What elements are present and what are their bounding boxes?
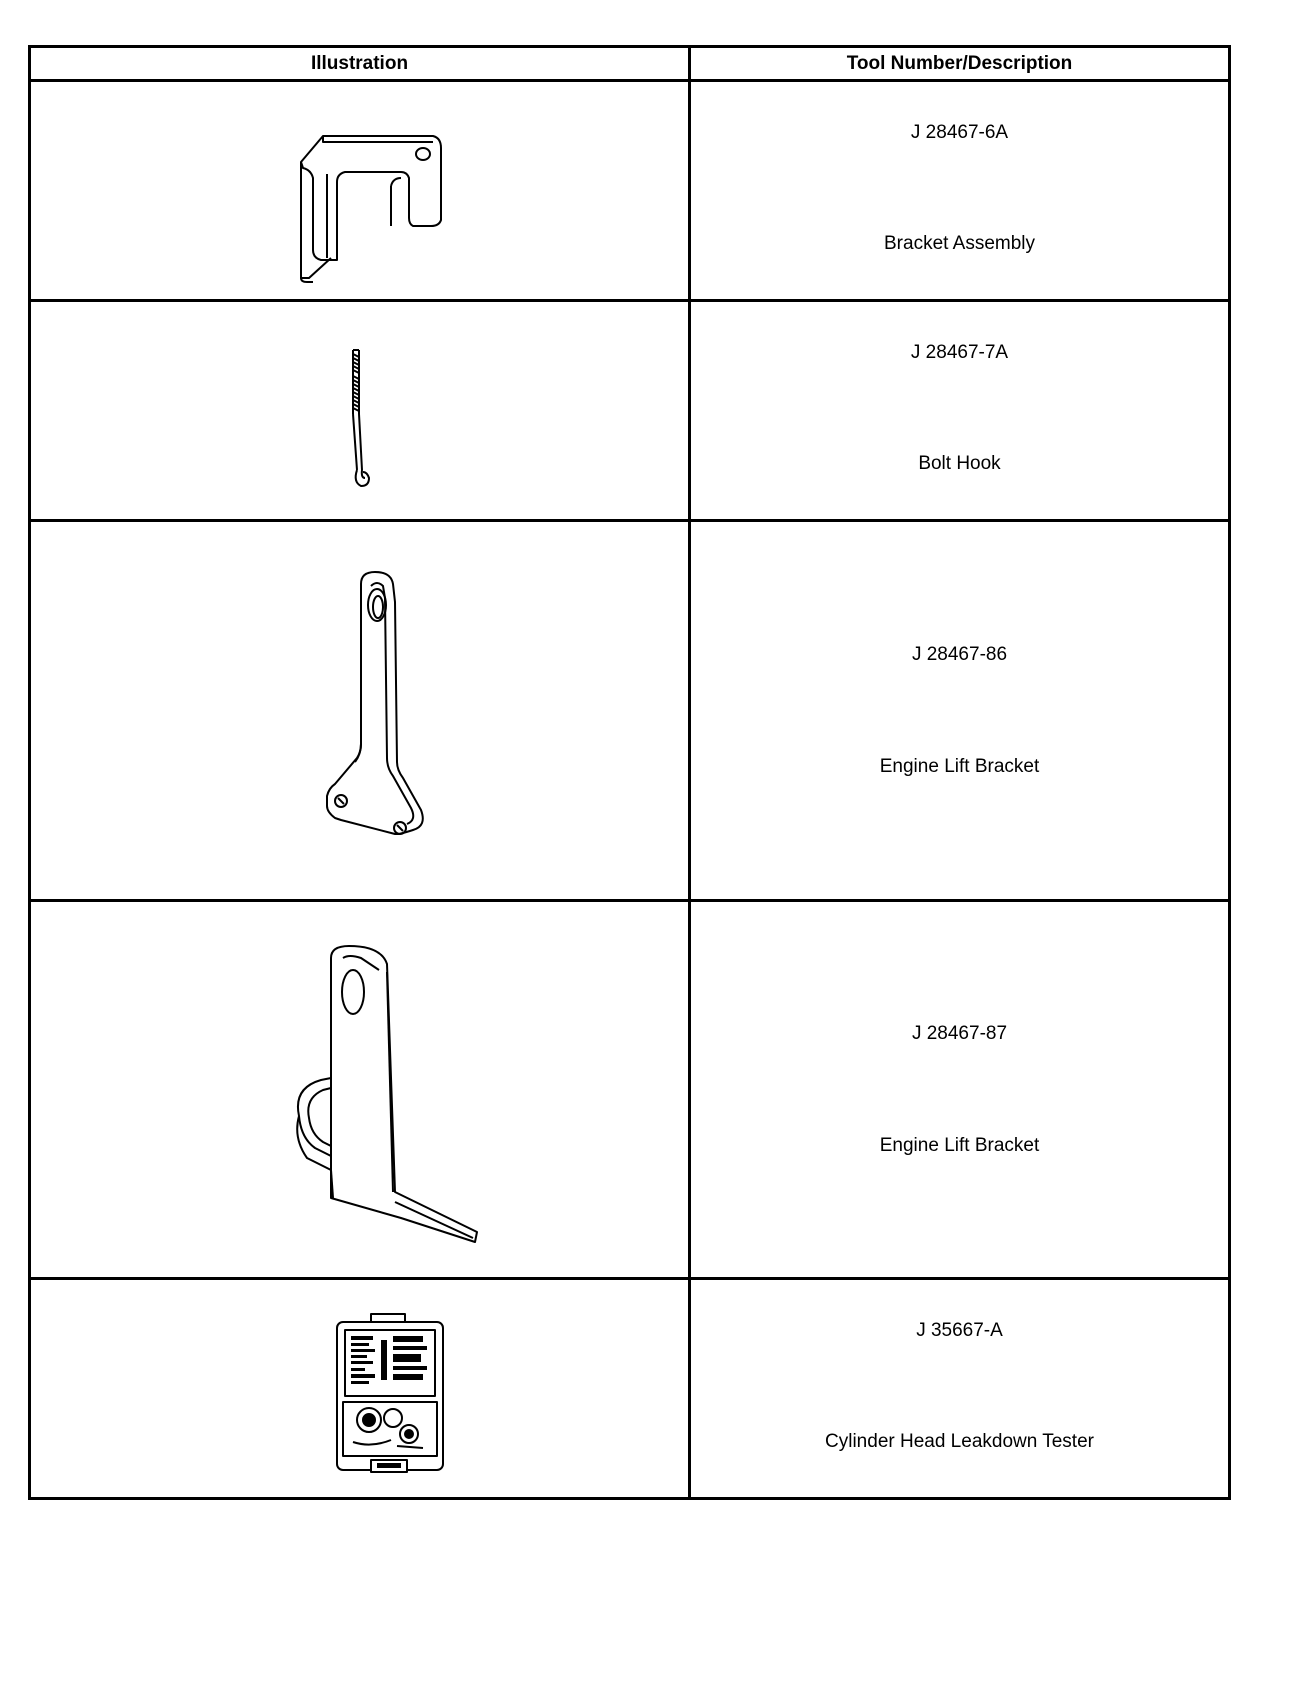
illustration-cell [30,521,690,901]
tool-table [28,45,1231,1500]
illustration-cell [30,1279,690,1499]
engine-lift-bracket-icon [31,522,691,902]
engine-lift-bracket-angled-icon [31,902,691,1280]
description-cell [690,301,1230,521]
leakdown-tester-kit-icon [31,1280,691,1500]
description-cell [690,901,1230,1279]
table-row [30,1279,1230,1499]
tool-number: J 28467-87 [911,1023,1008,1044]
table-row [30,81,1230,301]
tool-description: Engine Lift Bracket [879,1135,1040,1156]
bolt-hook-icon [31,302,691,522]
tool-description: Bracket Assembly [884,233,1035,254]
tool-number: J 35667-A [916,1320,1003,1341]
table-header-row [30,47,1230,81]
tool-number: J 28467-7A [910,342,1009,363]
table-row [30,901,1230,1279]
header-description: Tool Number/Description [690,47,1230,81]
tool-description: Cylinder Head Leakdown Tester [825,1431,1094,1452]
bracket-assembly-icon [31,82,691,302]
description-cell [690,1279,1230,1499]
header-illustration: Illustration [30,47,690,81]
table-row [30,301,1230,521]
tool-description: Bolt Hook [918,453,1001,474]
description-cell [690,521,1230,901]
table-row [30,521,1230,901]
tool-number: J 28467-86 [911,644,1008,665]
illustration-cell [30,301,690,521]
tool-description: Engine Lift Bracket [879,756,1040,777]
tool-number: J 28467-6A [910,122,1009,143]
illustration-cell [30,901,690,1279]
illustration-cell [30,81,690,301]
description-cell [690,81,1230,301]
